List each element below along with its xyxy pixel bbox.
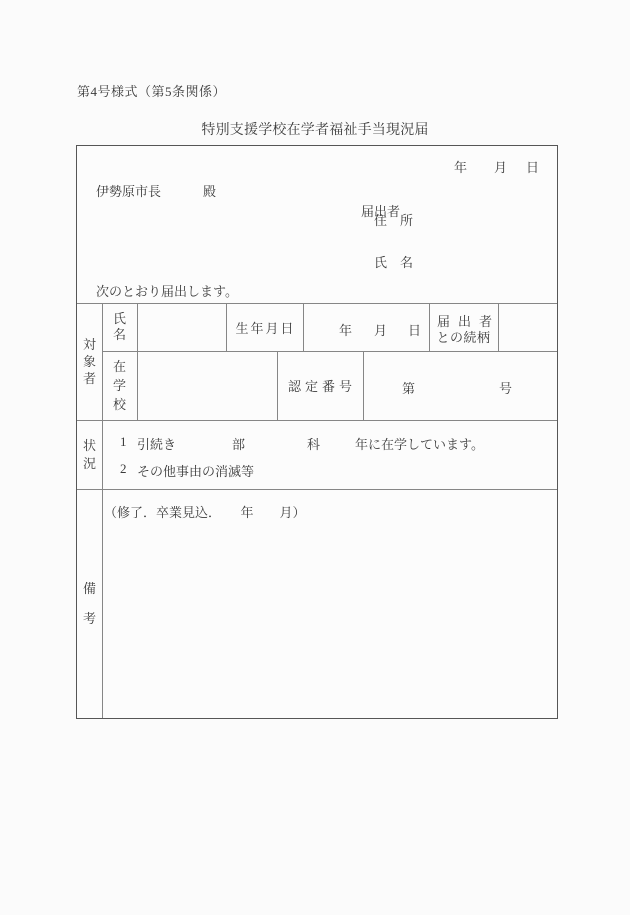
relation-value-field [498, 303, 557, 351]
notifier-label: 届出者 [361, 204, 401, 219]
birthdate-year-label: 年 [339, 323, 353, 338]
status-item-1-part4: 年に在学しています。 [355, 437, 484, 452]
status-group-label: 状況 [82, 437, 96, 471]
relation-label-line2: との続柄 [436, 330, 491, 345]
cert-number-label: 認定番号 [287, 379, 356, 394]
birthdate-day-label: 日 [408, 323, 422, 338]
addressee-honorific: 殿 [203, 184, 217, 199]
declaration-text: 次のとおり届出します。 [96, 284, 238, 299]
addressee-name: 伊勢原市長 [96, 184, 162, 199]
remarks-group-label: 備考 [82, 580, 96, 626]
status-item-2-text: その他事由の消滅等 [137, 464, 255, 479]
school-value-field [137, 351, 277, 420]
header-date-year-label: 年 [454, 160, 468, 175]
birthdate-field [303, 303, 429, 351]
header-date-month-label: 月 [494, 160, 508, 175]
cert-number-prefix: 第 [402, 381, 416, 396]
form-box [76, 145, 558, 719]
page-title: 特別支援学校在学者福祉手当現況届 [201, 123, 429, 138]
notifier-address-label: 住 所 [374, 213, 414, 228]
cert-number-suffix: 号 [499, 381, 513, 396]
status-item-1-part2: 部 [232, 437, 246, 452]
subject-name-field [137, 303, 226, 351]
status-item-1-part1: 引続き [137, 437, 177, 452]
addressee-line [96, 181, 216, 200]
subject-name-label: 氏名 [112, 311, 126, 342]
relation-label-line1: 届出者 [437, 314, 501, 329]
status-item-2 [102, 461, 557, 477]
cert-number-field [363, 351, 557, 420]
status-item-1 [102, 434, 557, 450]
remarks-content [102, 489, 557, 718]
subject-group-label: 対象者 [82, 337, 96, 386]
remarks-note: （修了．卒業見込． 年 月） [104, 505, 306, 520]
form-number: 第4号様式（第5条関係） [77, 84, 227, 99]
status-item-1-number: 1 [120, 434, 127, 449]
notifier-name-label: 氏 名 [374, 255, 414, 270]
status-item-2-number: 2 [120, 461, 127, 476]
status-content [102, 420, 557, 489]
school-label: 在学校 [112, 359, 126, 412]
status-item-1-part3: 科 [307, 437, 321, 452]
header-date-day-label: 日 [526, 160, 540, 175]
birthdate-month-label: 月 [374, 323, 388, 338]
relation-label [429, 303, 501, 351]
birthdate-label: 生年月日 [235, 320, 296, 336]
